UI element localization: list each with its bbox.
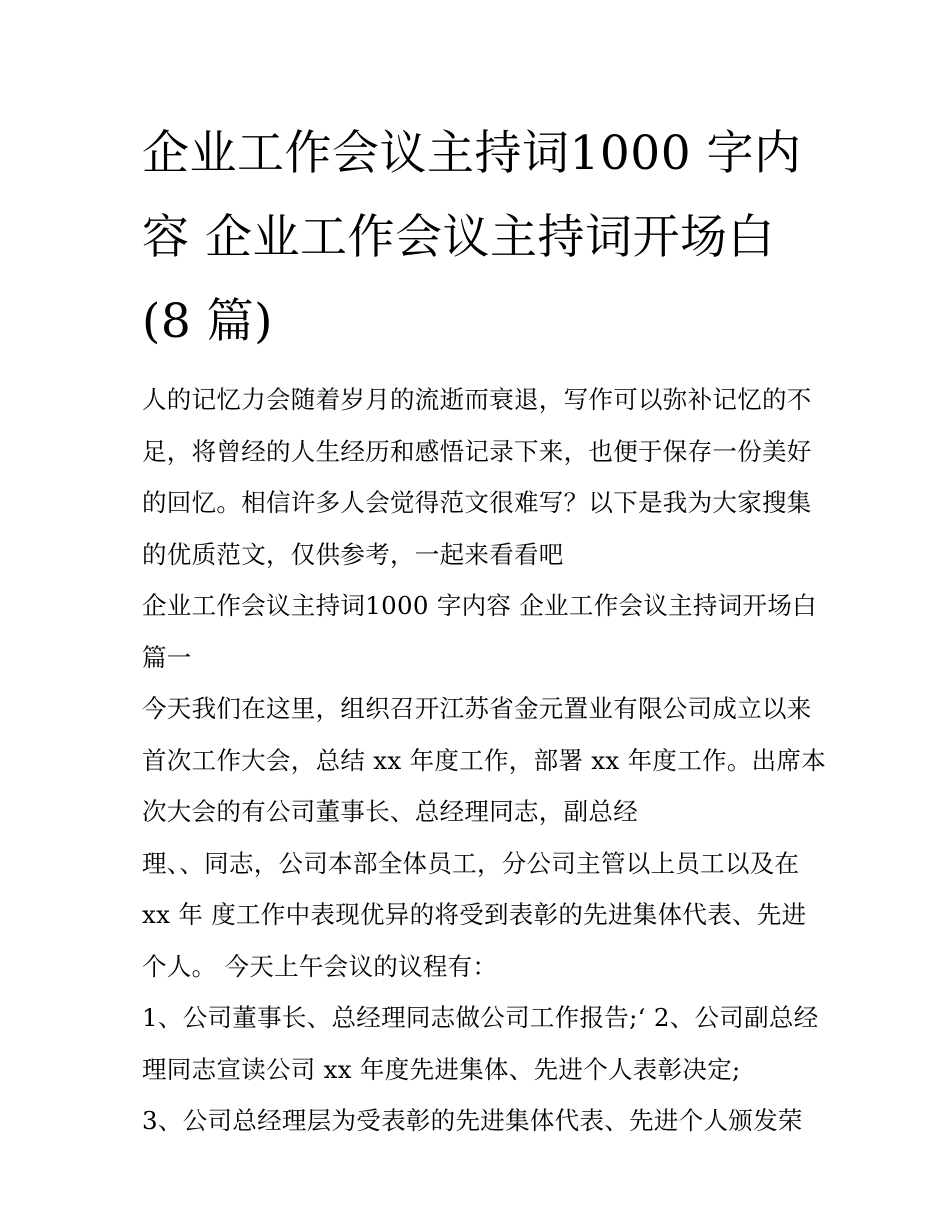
text-line: 次大会的有公司董事长、总经理同志，副总经	[142, 797, 638, 826]
body-paragraph-1	[142, 683, 827, 838]
text-line: 的回忆。相信许多人会觉得范文很难写？以下是我为大家搜集	[142, 488, 812, 517]
text-line: xx 年 度工作中表现优异的将受到表彰的先进集体代表、先进	[142, 900, 807, 929]
title-line-3: (8 篇)	[142, 294, 274, 349]
title-line-2: 容 企业工作会议主持词开场白	[142, 210, 775, 265]
text-line: 3、公司总经理层为受表彰的先进集体代表、先进个人颁发荣	[142, 1106, 803, 1135]
section-heading	[142, 580, 822, 683]
text-line: 人的记忆力会随着岁月的流逝而衰退，写作可以弥补记忆的不	[142, 385, 812, 414]
document-title	[142, 112, 822, 364]
text-line: 足，将曾经的人生经历和感悟记录下来，也便于保存一份美好	[142, 436, 812, 466]
text-line: 首次工作大会，总结 xx 年度工作，部署 xx 年度工作。出席本	[142, 745, 827, 775]
text-line: 理、、同志，公司本部全体员工，分公司主管以上员工以及在	[142, 848, 800, 878]
title-line-1: 企业工作会议主持词1000 字内	[142, 126, 802, 181]
body-paragraph-2	[142, 838, 822, 993]
text-line: 理同志宣读公司 xx 年度先进集体、先进个人表彰决定;	[142, 1054, 741, 1084]
text-line: 的优质范文，仅供参考，一起来看看吧	[142, 539, 564, 569]
text-line: 今天我们在这里，组织召开江苏省金元置业有限公司成立以来	[142, 694, 812, 723]
text-line: 企业工作会议主持词1000 字内容 企业工作会议主持词开场白	[142, 591, 817, 620]
agenda-item-3	[142, 1095, 822, 1147]
document-page	[142, 112, 827, 1147]
text-line: 个人。 今天上午会议的议程有：	[142, 951, 498, 981]
intro-paragraph	[142, 374, 822, 580]
text-line: 篇一	[142, 642, 192, 672]
text-line: 1、公司董事长、总经理同志做公司工作报告;‘ 2、公司副总经	[142, 1003, 819, 1032]
agenda-items-1-2	[142, 992, 822, 1095]
